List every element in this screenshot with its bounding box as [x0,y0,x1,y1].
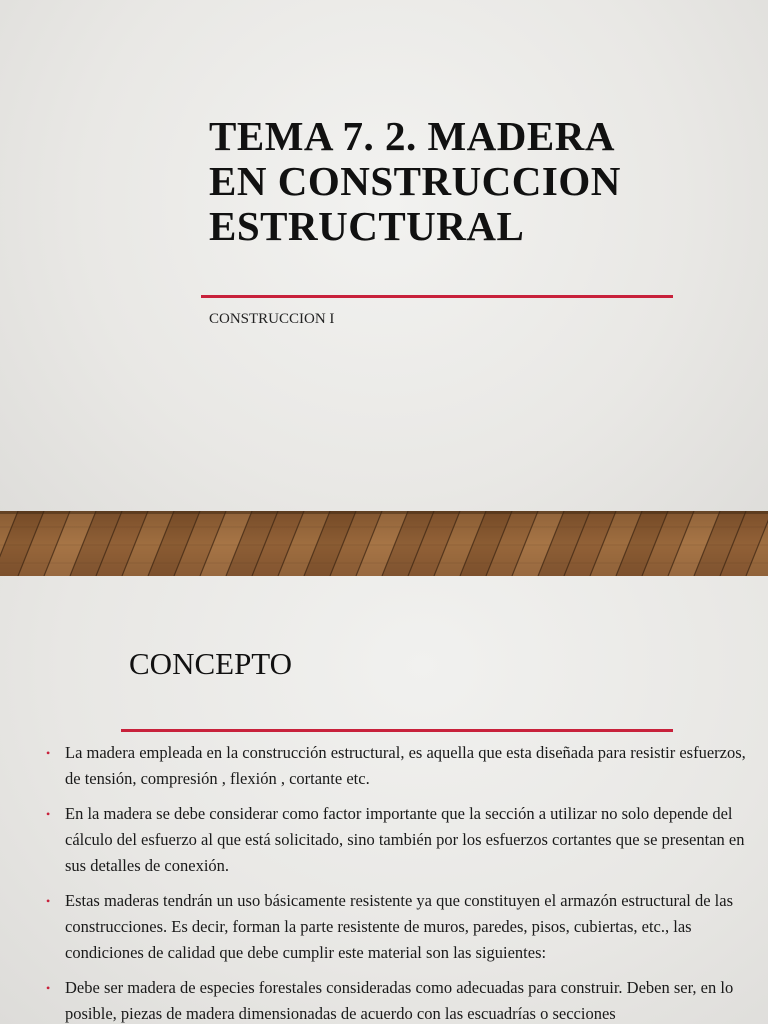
bullet-text: Debe ser madera de especies forestales consideradas como adecuadas para construir. Deben ser, en lo posible, piezas de madera dimensionadas de acuerdo con las escuadrías o secciones [65,978,734,1023]
wood-floor-image [0,511,768,576]
bullet-dot-icon: • [46,981,51,995]
list-item [45,740,755,792]
floor-planks [0,511,768,576]
bullet-dot-icon: • [46,746,51,760]
title-line: ESTRUCTURAL [209,203,525,249]
title-line: TEMA 7. 2. MADERA [209,113,615,159]
section-heading: CONCEPTO [129,646,293,681]
bullet-dot-icon: • [46,807,51,821]
slide-title [209,114,729,249]
list-item [45,975,755,1024]
heading-divider [121,729,673,732]
bullet-text: En la madera se debe considerar como factor importante que la sección a utilizar no solo depende del cálculo del esfuerzo al que está solicitado, sino también por los esfuerzos cortantes que se presentan en sus detalles de conexión. [65,804,745,875]
bullet-text: Estas maderas tendrán un uso básicamente resistente ya que constituyen el armazón estructural de las construcciones. Es decir, forman la parte resistente de muros, paredes, pisos, cubiertas, etc., las condiciones de calidad que debe cumplir este material son las siguientes: [65,891,734,962]
bullet-text: La madera empleada en la construcción estructural, es aquella que esta diseñada para resistir esfuerzos, de tensión, compresión , flexión , cortante etc. [65,743,746,788]
bullet-list [45,740,755,1024]
title-divider [201,295,673,298]
list-item [45,801,755,879]
title-line: EN CONSTRUCCION [209,158,621,204]
bullet-dot-icon: • [46,894,51,908]
slide-subtitle: CONSTRUCCION I [209,311,335,327]
list-item [45,888,755,966]
concept-slide [0,576,768,1024]
